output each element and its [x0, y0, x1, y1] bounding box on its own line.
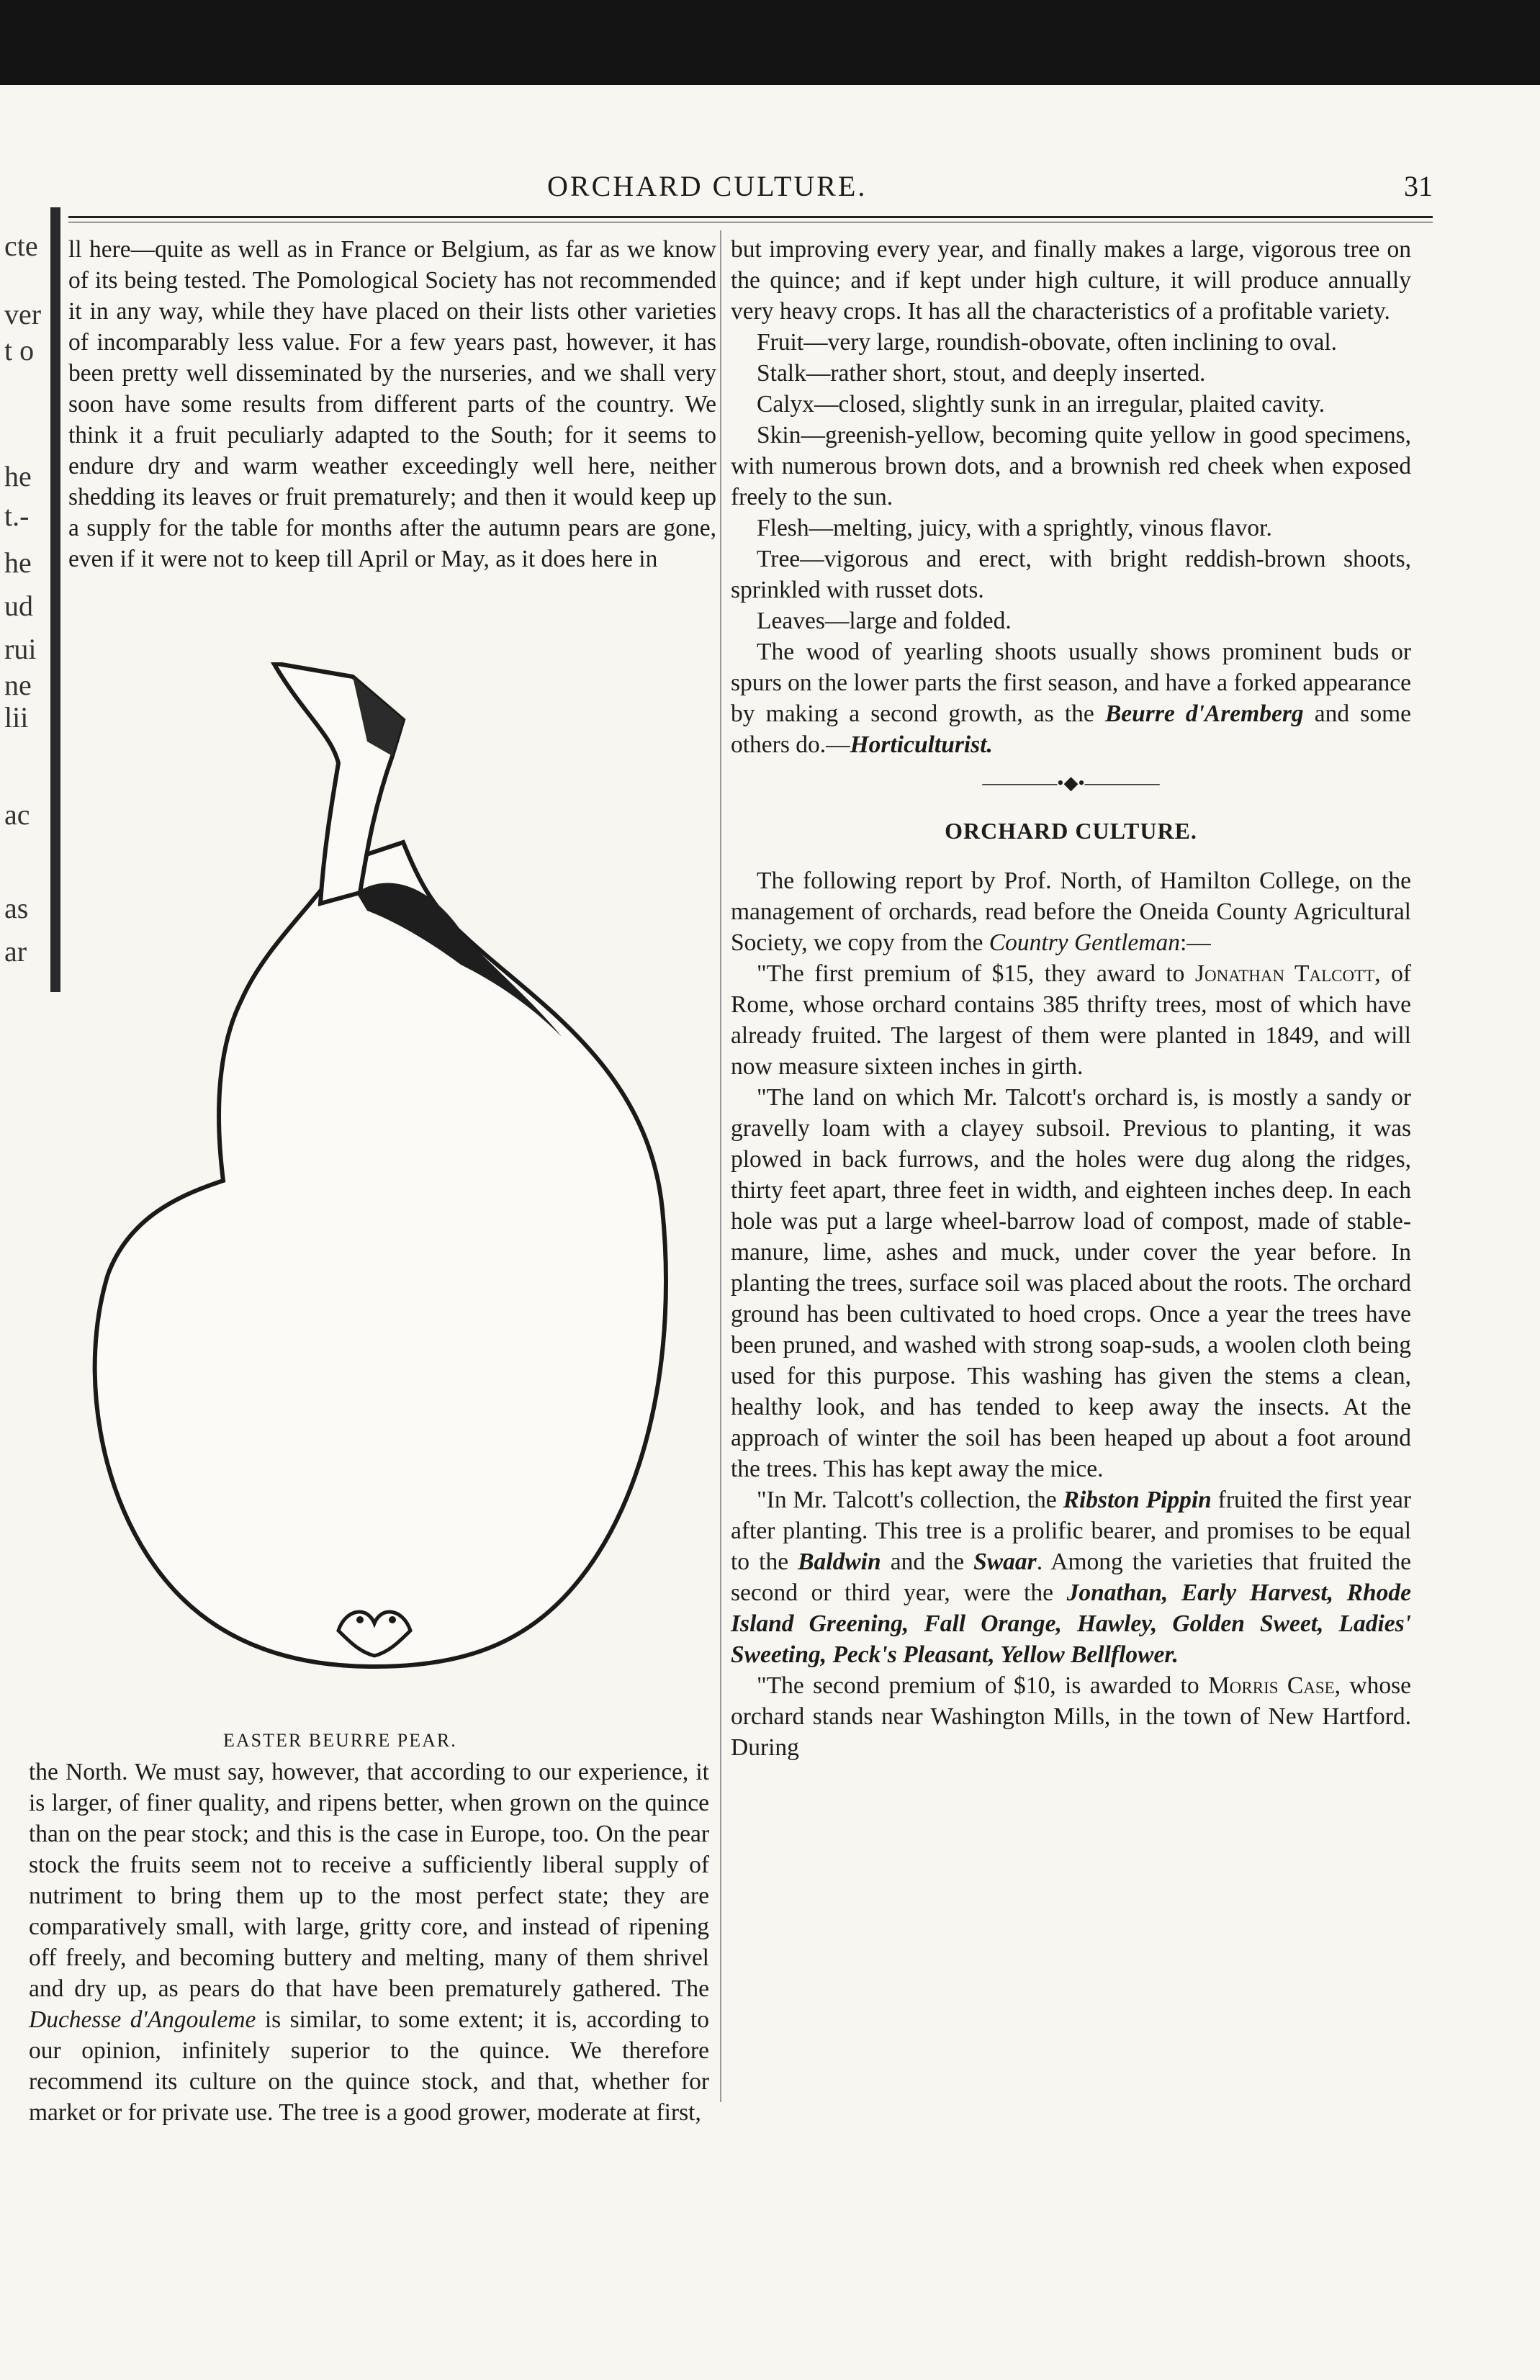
calyx-description: Calyx—closed, slightly sunk in an irregular, plaited cavity.	[757, 391, 1325, 418]
page-number: 31	[1404, 170, 1433, 202]
margin-fragment: ne	[4, 669, 32, 701]
stalk-description: Stalk—rather short, stout, and deeply inserted.	[757, 360, 1206, 387]
paragraph: but improving every year, and finally makes a large, vigorous tree on the quince; and if kept under high culture, it will produce annually very heavy crops. It has all the characteristics of a profitable variety.	[731, 236, 1411, 325]
figure-caption: EASTER BEURRE PEAR.	[223, 1730, 457, 1751]
scan-top-band	[0, 0, 1540, 85]
text-run: fruited the first year after planting. This tree is a prolific bearer, and promises to be equal to the	[731, 1487, 1412, 1575]
person-name: Morris Case	[1207, 1672, 1335, 1699]
margin-fragment: t.-	[4, 500, 30, 532]
column-separator	[720, 230, 721, 2102]
margin-fragment: rui	[4, 633, 37, 665]
variety-name: Ribston Pippin	[1063, 1487, 1212, 1513]
paragraph	[731, 636, 1411, 760]
text-run: . Among the varieties that fruited the second or third year, were the	[731, 1549, 1412, 1606]
variety-name: Beurre d'Aremberg	[1104, 700, 1304, 727]
paragraph	[731, 865, 1411, 958]
publication-name: Country Gentleman	[989, 929, 1180, 956]
text-run: The wood of yearling shoots usually shows prominent buds or spurs on the lower parts the first season, and have a forked appearance by making a second growth, as the	[731, 639, 1411, 727]
section-heading: ORCHARD CULTURE.	[945, 818, 1197, 844]
margin-fragment: he	[4, 546, 32, 579]
margin-fragment: cte	[4, 230, 38, 262]
running-header	[68, 169, 1433, 212]
margin-fragment: ver	[4, 298, 42, 330]
fruit-description: Fruit—very large, roundish-obovate, often inclining to oval.	[757, 329, 1338, 356]
text-run: , of Rome, whose orchard contains 385 thrifty trees, most of which have already fruited. The largest of them were planted in 1849, and will now measure sixteen inches in girth.	[731, 960, 1412, 1080]
leaves-description: Leaves—large and folded.	[757, 608, 1012, 634]
paragraph: ll here—quite as well as in France or Belgium, as far as we know of its being tested. The Pomological Society has not recommended it in any way, while they have placed on their lists other varieties of incomparably less value. For a few years past, however, it has been pretty well disseminated by the nurseries, and we shall very soon have some results from different parts of the country. We think it a fruit peculiarly adapted to the South; for it seems to endure dry and warm weather exceedingly well here, neither shedding its leaves or fruit prematurely; and then it would keep up a supply for the table for months after the autumn pears are gone, even if it were not to keep till April or May, as it does here in	[68, 236, 716, 572]
text-run: "The second premium of $10, is awarded to	[757, 1672, 1199, 1699]
margin-fragment: t o	[4, 334, 35, 366]
text-run: :—	[1179, 929, 1211, 956]
margin-fragment: ar	[4, 935, 27, 968]
tree-description: Tree—vigorous and erect, with bright reddish-brown shoots, sprinkled with russet dots.	[731, 546, 1411, 603]
running-title: ORCHARD CULTURE.	[547, 170, 868, 202]
text-run: "The first premium of $15, they award to	[757, 960, 1185, 987]
variety-name: Baldwin	[798, 1549, 881, 1575]
right-column	[731, 234, 1411, 1763]
text-run: The following report by Prof. North, of Hamilton College, on the management of orchards, read before the Oneida County Agricultural Society, we copy from the	[731, 867, 1411, 956]
left-column-bottom	[29, 1757, 709, 2128]
easter-beurre-pear-illustration	[29, 662, 720, 1728]
skin-description: Skin—greenish-yellow, becoming quite yellow in good specimens, with numerous brown dots, and a brownish red cheek when exposed freely to the sun.	[731, 422, 1411, 510]
text-run: , whose orchard stands near Washington Mills, in the town of New Hartford. During	[731, 1672, 1412, 1761]
section-divider: ————•◆•————	[982, 772, 1160, 793]
margin-fragment: as	[4, 892, 29, 924]
margin-fragment: lii	[4, 701, 29, 734]
variety-list: Jonathan, Early Harvest, Rhode Island Greening, Fall Orange, Hawley, Golden Sweet, Ladies' Sweeting, Peck's Pleasant, Yellow Bellflower.	[731, 1579, 1412, 1668]
margin-fragment: ac	[4, 798, 30, 831]
text-run: the North. We must say, however, that according to our experience, it is larger, of finer quality, and ripens better, when grown on the quince than on the pear stock; and this is the case in Europe, too. On the pear stock the fruits seem not to receive a sufficiently liberal supply of nutriment to bring them up to the most perfect state; they are comparatively small, with large, gritty core, and instead of ripening off freely, and becoming buttery and melting, many of them shrivel and dry up, as pears do that have been prematurely gathered. The	[29, 1759, 709, 2002]
text-run: and the	[890, 1549, 965, 1575]
header-rule	[68, 216, 1433, 218]
variety-name: Duchesse d'Angouleme	[29, 2006, 256, 2033]
paragraph	[731, 958, 1411, 1082]
text-run: and some others do.—	[731, 700, 1411, 758]
paragraph	[29, 1757, 709, 2128]
margin-fragment: he	[4, 460, 32, 492]
source-citation: Horticulturist.	[850, 731, 993, 758]
paragraph	[731, 1484, 1411, 1670]
text-run: is similar, to some extent; it is, according to our opinion, infinitely superior to the quince. We therefore recommend its culture on the quince stock, and that, whether for market or for private use. The tree is a good grower, moderate at first,	[29, 2006, 710, 2126]
margin-fragment: ud	[4, 590, 33, 622]
text-run: "In Mr. Talcott's collection, the	[757, 1487, 1057, 1513]
person-name: Jonathan Talcott	[1194, 960, 1375, 987]
flesh-description: Flesh—melting, juicy, with a sprightly, vinous flavor.	[757, 515, 1272, 541]
left-column-top	[68, 234, 716, 574]
paragraph: "The land on which Mr. Talcott's orchard is, is mostly a sandy or gravelly loam with a clayey subsoil. Previous to planting, it was plowed in back furrows, and the holes were dug along the ridges, thirty feet apart, three feet in width, and eighteen inches deep. In each hole was put a large wheel-barrow load of compost, made of stable-manure, lime, ashes and muck, under cover the year before. In planting the trees, surface soil was placed about the roots. The orchard ground has been cultivated to hoed crops. Once a year the trees have been pruned, and washed with strong soap-suds, a woolen cloth being used for this purpose. This washing has given the stems a clean, healthy look, and has tended to keep away the insects. At the approach of winter the soil has been heaped up about a foot around the trees. This has kept away the mice.	[731, 1084, 1411, 1482]
paragraph	[731, 1670, 1411, 1763]
variety-name: Swaar	[973, 1549, 1037, 1575]
